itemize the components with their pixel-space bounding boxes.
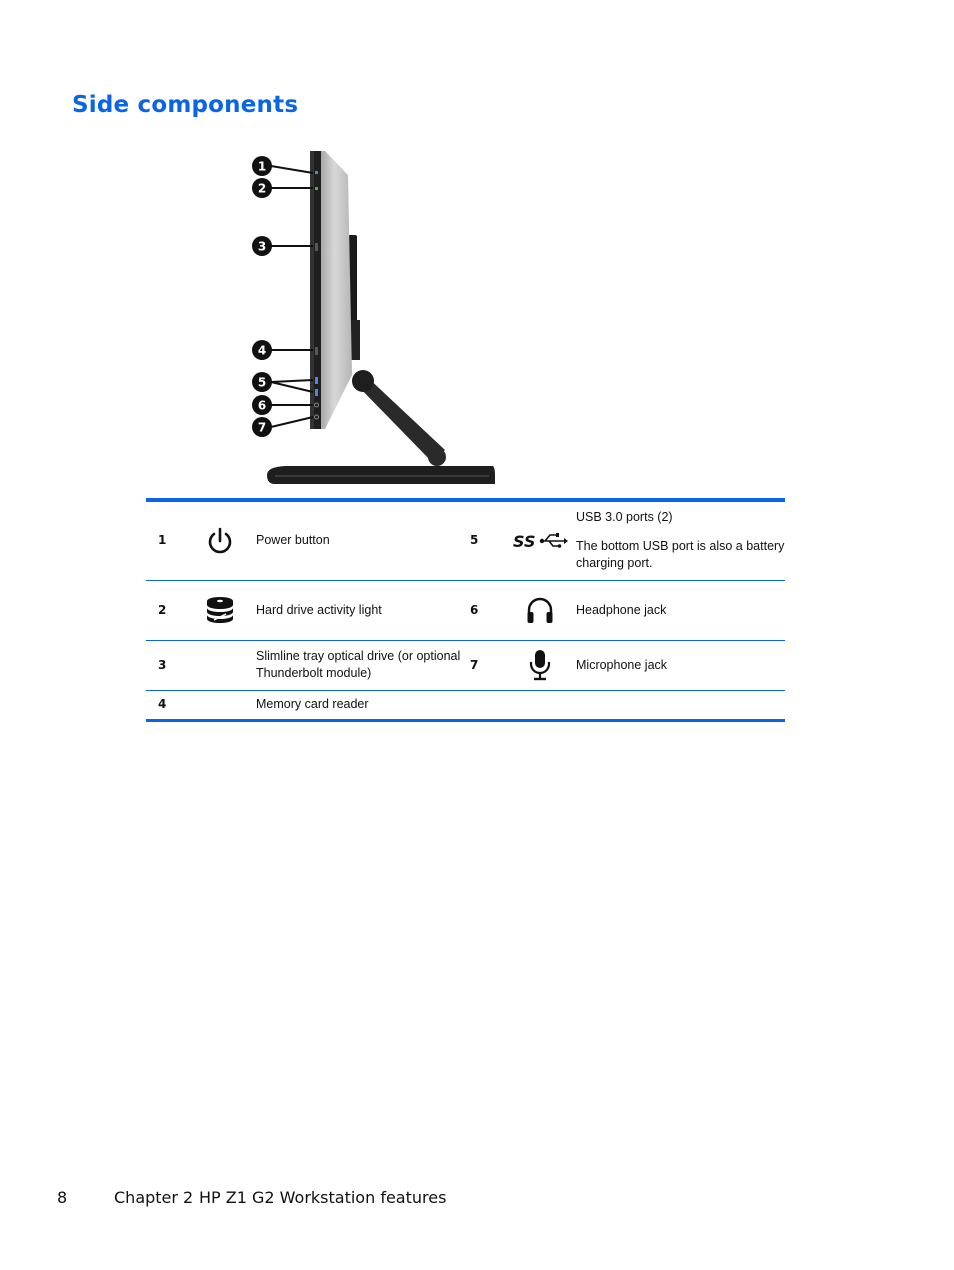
component-label: Headphone jack [576, 602, 667, 617]
workstation-side-view-figure [245, 145, 505, 490]
callout-4 [252, 340, 272, 360]
component-label: Microphone jack [576, 657, 668, 672]
component-number: 1 [158, 533, 167, 548]
svg-text:1: 1 [257, 159, 267, 174]
component-label: Memory card reader [256, 697, 369, 711]
side-components-table [146, 498, 785, 722]
workstation-side-illustration [245, 145, 505, 490]
chapter-label: Chapter 2 [114, 1188, 194, 1207]
table-row [146, 640, 785, 690]
component-number: 6 [470, 602, 479, 617]
svg-text:7: 7 [257, 420, 267, 435]
svg-text:6: 6 [257, 398, 267, 413]
component-number: 7 [470, 657, 479, 672]
component-number: 3 [158, 657, 167, 672]
page-number: 8 [57, 1188, 68, 1207]
component-label: Slimline tray optical drive (or optional Thunderbolt module) [256, 649, 461, 680]
svg-text:SS: SS [513, 531, 536, 551]
callout-2 [252, 178, 272, 198]
component-description [576, 500, 785, 580]
power-icon [184, 500, 256, 580]
callout-5 [252, 372, 272, 392]
callout-6 [252, 395, 272, 415]
usb-superspeed-icon [504, 500, 576, 580]
hard-drive-icon [184, 580, 256, 640]
headphone-icon [504, 580, 576, 640]
svg-text:2: 2 [257, 181, 267, 196]
chapter-title: HP Z1 G2 Workstation features [199, 1188, 447, 1207]
component-number: 2 [158, 602, 167, 617]
component-number: 5 [470, 533, 479, 548]
component-note: The bottom USB port is also a battery charging port. [576, 539, 785, 571]
component-label: Power button [256, 533, 330, 548]
table-row [146, 580, 785, 640]
svg-text:3: 3 [257, 239, 267, 254]
component-number: 4 [158, 697, 167, 711]
callout-7 [252, 417, 272, 437]
callout-1 [252, 156, 272, 176]
component-label: USB 3.0 ports (2) [576, 510, 673, 525]
microphone-icon [504, 640, 576, 690]
table-row [146, 690, 785, 720]
page-title: Side components [72, 92, 299, 118]
svg-text:4: 4 [257, 343, 267, 358]
svg-text:5: 5 [257, 375, 267, 390]
component-label: Hard drive activity light [256, 602, 382, 617]
table-row [146, 500, 785, 580]
callout-3 [252, 236, 272, 256]
